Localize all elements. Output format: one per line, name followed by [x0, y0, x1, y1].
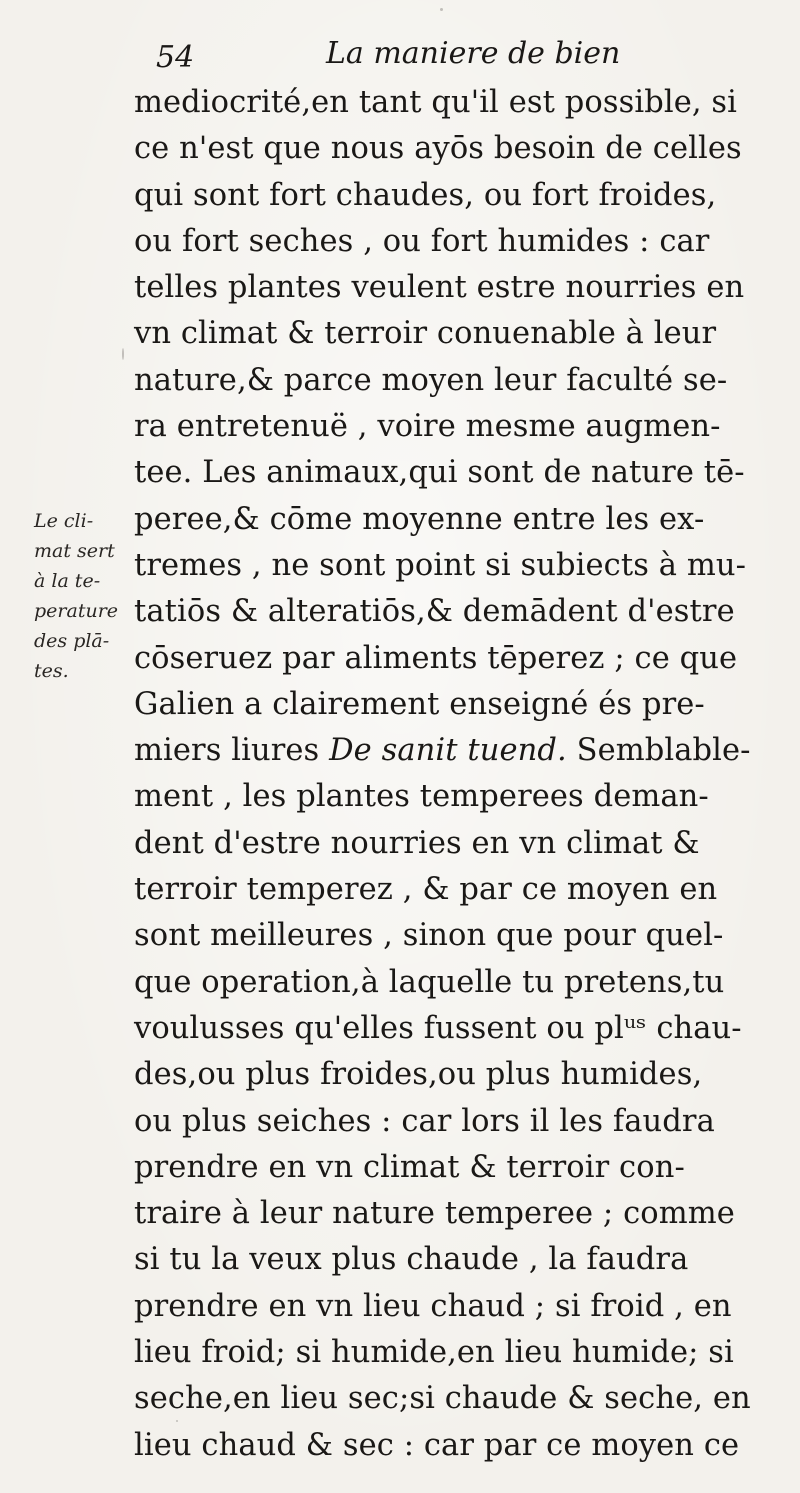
text-line: dent d'estre nourries en vn climat & [134, 825, 700, 861]
text-line: voulusses qu'elles fussent ou plᵘˢ chau- [134, 1010, 742, 1046]
ink-speck [176, 1420, 178, 1422]
text-line: si tu la veux plus chaude , la faudra [134, 1242, 689, 1278]
text-line: lieu chaud & sec : car par ce moyen ce [134, 1427, 740, 1463]
marginal-note [34, 506, 134, 686]
text-line: ment , les plantes temperees deman- [134, 779, 709, 815]
page-header [156, 36, 716, 84]
text-line: telles plantes veulent estre nourries en [134, 270, 745, 306]
text-line: seche,en lieu sec;si chaude & seche, en [134, 1381, 751, 1417]
text-line: vn climat & terroir conuenable à leur [134, 316, 717, 352]
text-line: qui sont fort chaudes, ou fort froides, [134, 177, 717, 213]
text-line: prendre en vn climat & terroir con- [134, 1149, 685, 1185]
text-line: tatiōs & alteratiōs,& demādent d'estre [134, 594, 735, 630]
marginal-note-line: à la te- [34, 570, 101, 592]
body-text [134, 80, 798, 1469]
marginal-note-line: mat sert [34, 540, 115, 562]
text-line: que operation,à laquelle tu pretens,tu [134, 964, 725, 1000]
text-line: nature,& parce moyen leur faculté se- [134, 362, 728, 398]
text-line: cōseruez par aliments tēperez ; ce que [134, 640, 738, 676]
ink-speck [122, 348, 124, 360]
page-number: 54 [156, 40, 195, 75]
citation-title: De sanit tuend. [329, 733, 567, 769]
running-head: La maniere de bien [326, 36, 621, 71]
text-fragment: miers liures [134, 733, 320, 769]
text-line: prendre en vn lieu chaud ; si froid , en [134, 1288, 732, 1324]
text-line: terroir temperez , & par ce moyen en [134, 872, 718, 908]
text-line: ra entretenuë , voire mesme augmen- [134, 409, 721, 445]
text-line-with-citation [134, 728, 798, 774]
marginal-note-line: Le cli- [34, 510, 94, 532]
text-line: traire à leur nature temperee ; comme [134, 1196, 735, 1232]
text-line: mediocrité,en tant qu'il est possible, si [134, 85, 738, 120]
ink-speck [440, 8, 443, 11]
text-fragment: Semblable- [566, 733, 751, 769]
text-line: ou plus seiches : car lors il les faudra [134, 1103, 715, 1139]
text-line: des,ou plus froides,ou plus humides, [134, 1057, 703, 1093]
text-line: lieu froid; si humide,en lieu humide; si [134, 1335, 734, 1371]
text-line: tremes , ne sont point si subiects à mu- [134, 547, 746, 583]
text-line: peree,& cōme moyenne entre les ex- [134, 501, 705, 537]
marginal-note-line: perature [34, 600, 119, 622]
text-line: ou fort seches , ou fort humides : car [134, 223, 710, 259]
marginal-note-line: tes. [34, 660, 69, 682]
text-line: Galien a clairement enseigné és pre- [134, 686, 705, 722]
marginal-note-line: des plā- [34, 630, 110, 652]
text-line: sont meilleures , sinon que pour quel- [134, 918, 724, 954]
text-line: ce n'est que nous ayōs besoin de celles [134, 131, 742, 167]
text-line: tee. Les animaux,qui sont de nature tē- [134, 455, 745, 491]
